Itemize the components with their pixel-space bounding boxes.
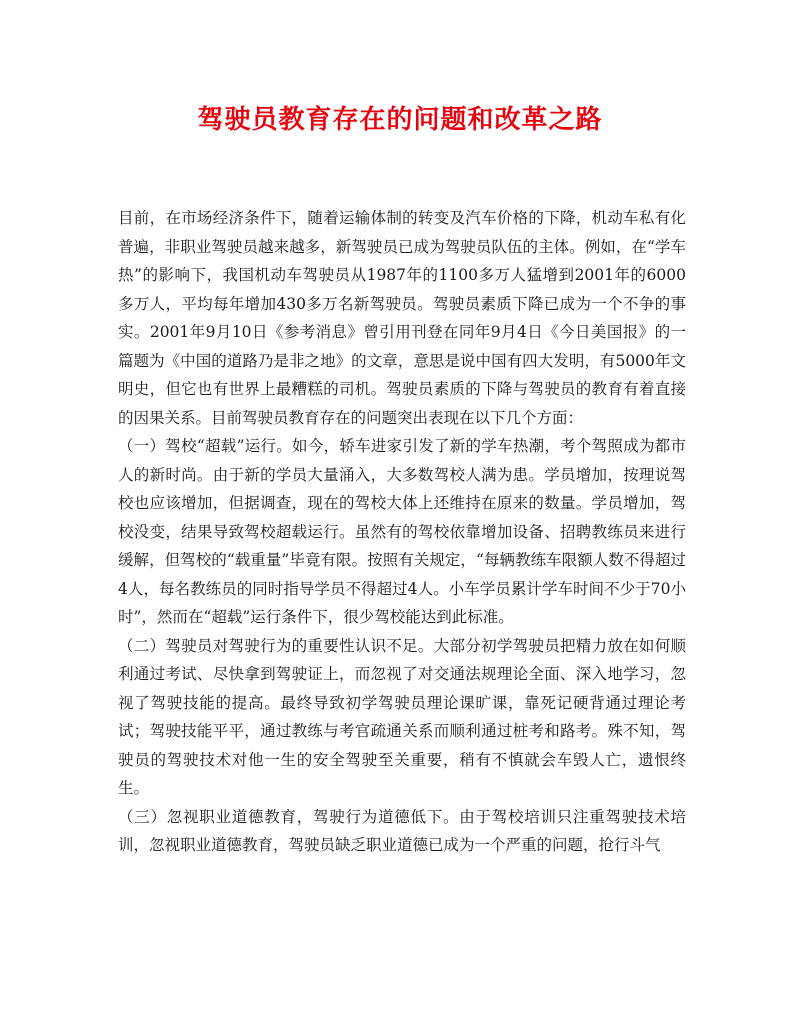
paragraph-section-2: （二）驾驶员对驾驶行为的重要性认识不足。大部分初学驾驶员把精力放在如何顺利通过考试、尽快拿到驾驶证上，而忽视了对交通法规理论全面、深入地学习，忽视了驾驶技能的提高。最终导致初学驾驶员理论课旷课，靠死记硬背通过理论考试；驾驶技能平平，通过教练与考官疏通关系而顺利通过桩考和路考。殊不知，驾驶员的驾驶技术对他一生的安全驾驶至关重要，稍有不慎就会车毁人亡，遗恨终生。	[118, 636, 686, 797]
document-title: 驾驶员教育存在的问题和改革之路	[197, 105, 603, 135]
paragraph-section-3: （三）忽视职业道德教育，驾驶行为道德低下。由于驾校培训只注重驾驶技术培训，忽视职业道德教育，驾驶员缺乏职业道德已成为一个严重的问题，抢行斗气	[118, 807, 686, 854]
paragraph-intro: 目前，在市场经济条件下，随着运输体制的转变及汽车价格的下降，机动车私有化普遍，非职业驾驶员越来越多，新驾驶员已成为驾驶员队伍的主体。例如，在“学车热”的影响下，我国机动车驾驶员从1987年的1100多万人猛增到2001年的6000多万人，平均每年增加430多万名新驾驶员。驾驶员素质下降已成为一个不争的事实。2001年9月10日《参考消息》曾引用刊登在同年9月4日《今日美国报》的一篇题为《中国的道路乃是非之地》的文章，意思是说中国有四大发明，有5000年文明史，但它也有世界上最糟糕的司机。驾驶员素质的下降与驾驶员的教育有着直接的因果关系。目前驾驶员教育存在的问题突出表现在以下几个方面：	[118, 209, 686, 427]
document-body	[118, 204, 686, 860]
paragraph-section-1: （一）驾校“超载”运行。如今，轿车进家引发了新的学车热潮，考个驾照成为都市人的新时尚。由于新的学员大量涌入，大多数驾校人满为患。学员增加，按理说驾校也应该增加，但据调查，现在的驾校大体上还维持在原来的数量。学员增加，驾校没变，结果导致驾校超载运行。虽然有的驾校依靠增加设备、招聘教练员来进行缓解，但驾校的“载重量”毕竟有限。按照有关规定，“每辆教练车限额人数不得超过4人，每名教练员的同时指导学员不得超过4人。小车学员累计学车时间不少于70小时”，然而在“超载”运行条件下，很少驾校能达到此标准。	[118, 437, 686, 626]
